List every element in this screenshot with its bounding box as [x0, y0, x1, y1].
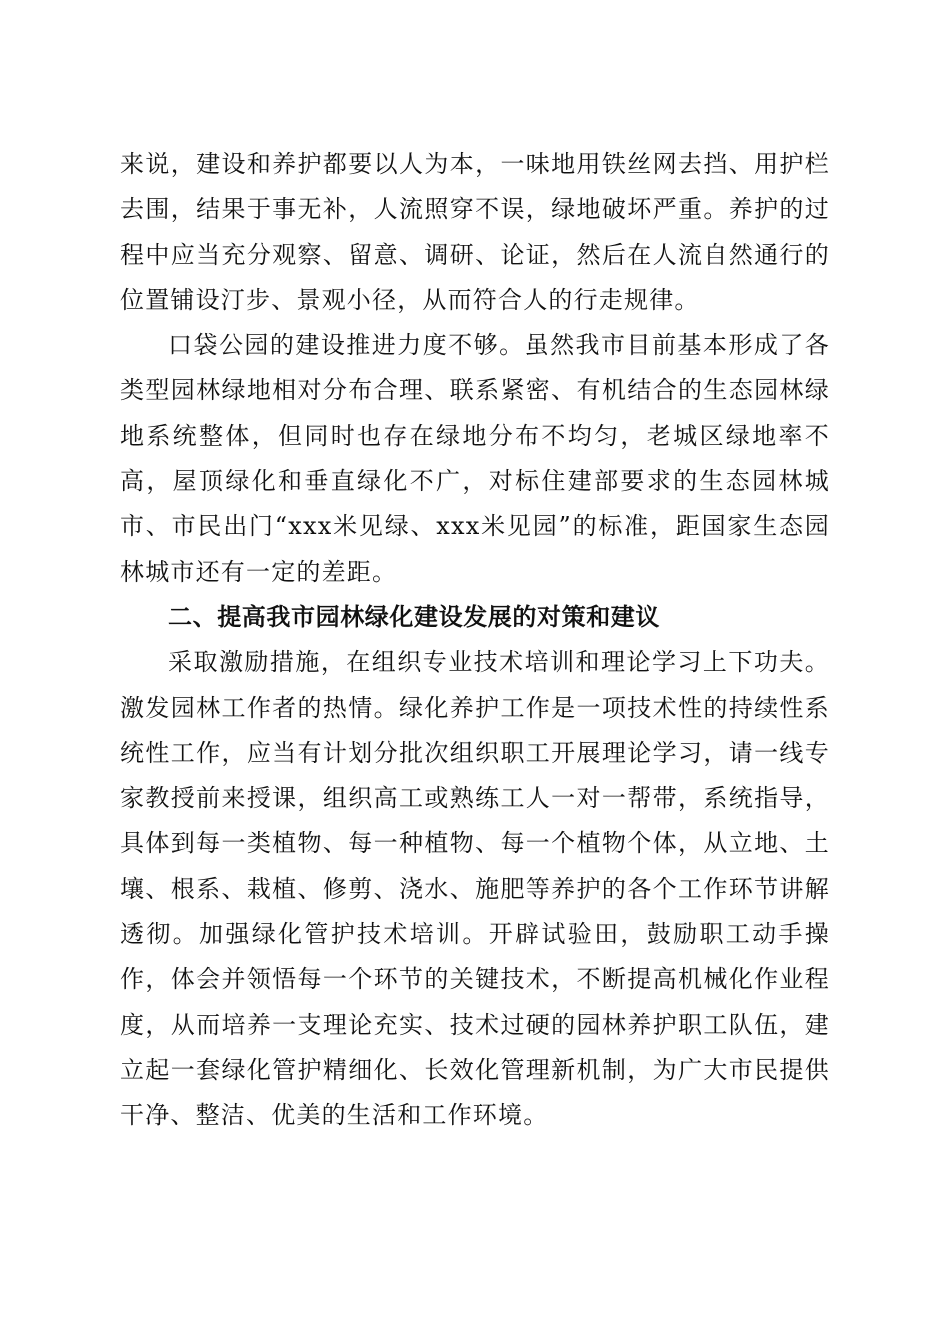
paragraph-pocket-park: 口袋公园的建设推进力度不够。虽然我市目前基本形成了各类型园林绿地相对分布合理、联系紧密、有机结合的生态园林绿地系统整体，但同时也存在绿地分布不均匀，老城区绿地率不高，屋顶绿化和垂直绿化不广，对标住建部要求的生态园林城市、市民出门“xxx米见绿、xxx米见园”的标准，距国家生态园林城市还有一定的差距。	[120, 331, 830, 586]
paragraph-incentive-measures: 采取激励措施，在组织专业技术培训和理论学习上下功夫。激发园林工作者的热情。绿化养护工作是一项技术性的持续性系统性工作，应当有计划分批次组织职工开展理论学习，请一线专家教授前来授课，组织高工或熟练工人一对一帮带，系统指导，具体到每一类植物、每一种植物、每一个植物个体，从立地、土壤、根系、栽植、修剪、浇水、施肥等养护的各个工作环节讲解透彻。加强绿化管护技术培训。开辟试验田，鼓励职工动手操作，体会并领悟每一个环节的关键技术，不断提高机械化作业程度，从而培养一支理论充实、技术过硬的园林养护职工队伍，建立起一套绿化管护精细化、长效化管理新机制，为广大市民提供干净、整洁、优美的生活和工作环境。	[120, 648, 830, 1130]
document-page	[120, 142, 830, 1139]
paragraph-continuation: 来说，建设和养护都要以人为本，一味地用铁丝网去挡、用护栏去围，结果于事无补，人流照穿不误，绿地破坏严重。养护的过程中应当充分观察、留意、调研、论证，然后在人流自然通行的位置铺设汀步、景观小径，从而符合人的行走规律。	[120, 150, 830, 314]
section-heading: 二、提高我市园林绿化建设发展的对策和建议	[168, 602, 660, 631]
